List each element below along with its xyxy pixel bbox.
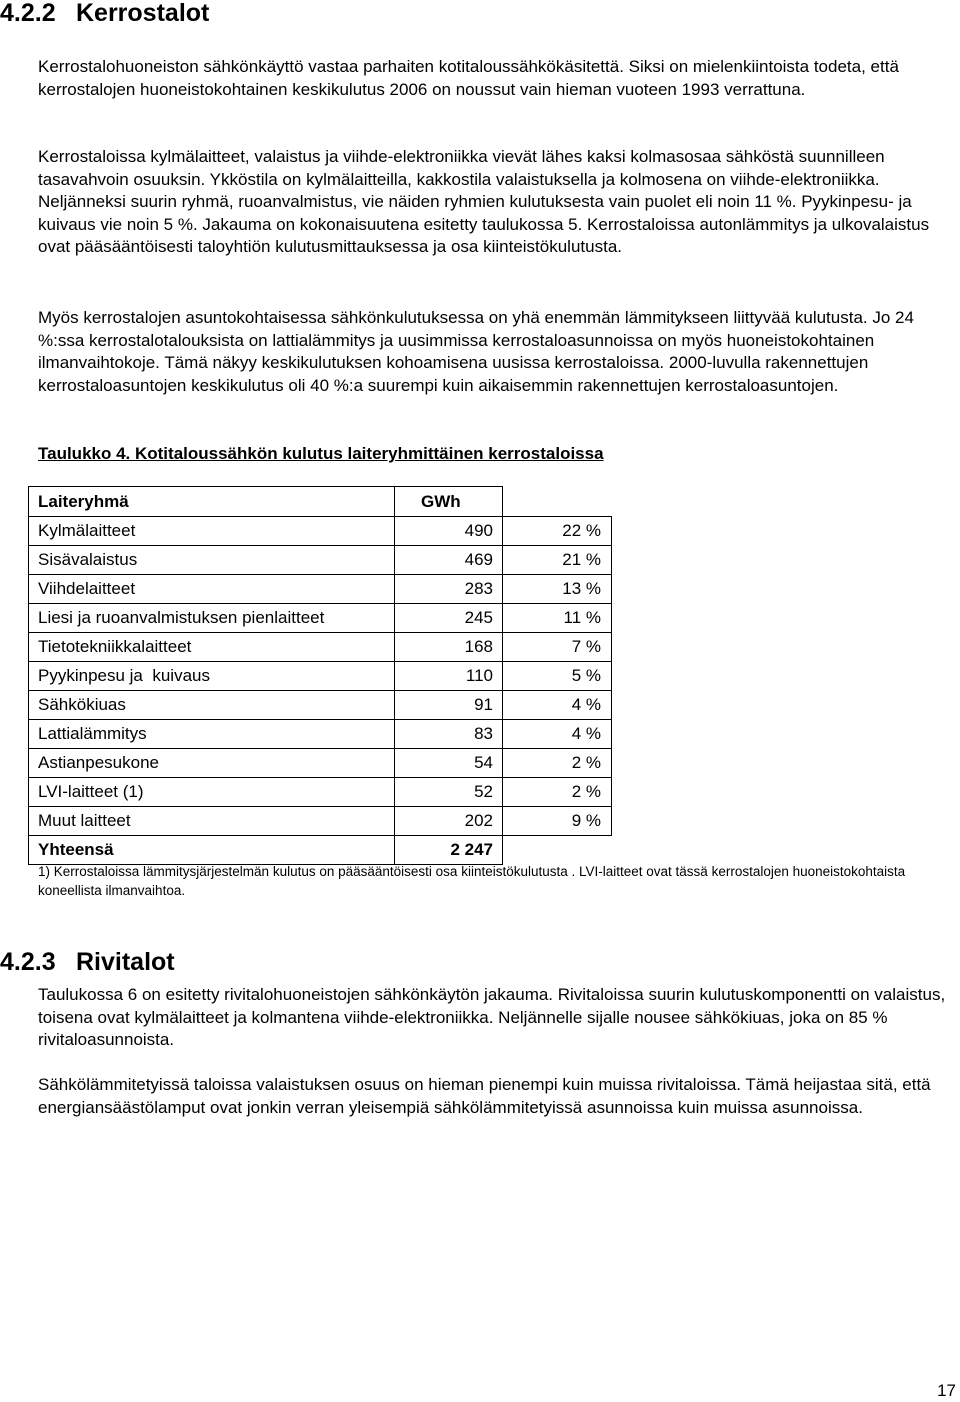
table-row [29,546,612,575]
table-row [29,807,612,836]
table-header-row [29,487,612,517]
table-row [29,633,612,662]
table-caption: Taulukko 4. Kotitaloussähkön kulutus laiteryhmittäinen kerrostaloissa [38,444,604,463]
device-group-cell: Tietotekniikkalaitteet [29,633,395,662]
device-group-cell: Liesi ja ruoanvalmistuksen pienlaitteet [29,604,395,633]
column-header-share [503,487,612,517]
table-row [29,604,612,633]
total-gwh-cell: 2 247 [395,836,503,865]
gwh-cell: 490 [395,517,503,546]
share-cell: 22 % [503,517,612,546]
share-cell: 5 % [503,662,612,691]
paragraph: Myös kerrostalojen asuntokohtaisessa sähkönkulutuksessa on yhä enemmän lämmitykseen liittyvää kulutusta. Jo 24 %:ssa kerrostalotalouksista on lattialämmitys ja uusimmissa kerrostaloasunnoissa on myös huoneistokohtainen ilmanvaihtokoje. Tämä näkyy keskikulutuksen kohoamisena uusissa kerrostaloissa. 2000-luvulla rakennettujen kerrostaloasuntojen keskikulutus oli 40 %:a suurempi kuin aikaisemmin rakennettujen kerrostaloasuntojen. [38,308,914,395]
share-cell: 13 % [503,575,612,604]
gwh-cell: 245 [395,604,503,633]
section-title: Rivitalot [76,948,175,976]
consumption-table [28,486,612,865]
table-row [29,662,612,691]
table-footnote: 1) Kerrostaloissa lämmitysjärjestelmän kulutus on pääsääntöisesti osa kiinteistökulutusta . LVI-laitteet ovat tässä kerrostalojen huoneistokohtaista koneellista ilmanvaihtoa. [38,864,906,898]
paragraph: Kerrostaloissa kylmälaitteet, valaistus ja viihde-elektroniikka vievät lähes kaksi kolmasosaa sähköstä suunnilleen tasavahvoin osuuksin. Ykköstila on kylmälaitteilla, kakkostila valaistuksella ja kolmosena on viihde-elektroniikka. Neljänneksi suurin ryhmä, ruoanvalmistus, vie näiden ryhmien kulutuksesta vain puolet eli noin 11 %. Pyykinpesu- ja kuivaus vie noin 5 %. Jakauma on kokonaisuutena esitetty taulukossa 5. Kerrostaloissa autonlämmitys ja ulkovalaistus ovat pääsääntöisesti taloyhtiön kulutusmittauksessa ja osa kiinteistökulutusta. [38,147,930,256]
gwh-cell: 469 [395,546,503,575]
gwh-cell: 52 [395,778,503,807]
section-title: Kerrostalot [76,0,210,27]
table-total-row [29,836,612,865]
page-number: 17 [937,1381,956,1400]
gwh-cell: 83 [395,720,503,749]
device-group-cell: Sähkökiuas [29,691,395,720]
table-row [29,778,612,807]
device-group-cell: Sisävalaistus [29,546,395,575]
table-row [29,749,612,778]
total-share-cell [503,836,612,865]
paragraph: Kerrostalohuoneiston sähkönkäyttö vastaa parhaiten kotitaloussähkökäsitettä. Siksi on mielenkiintoista todeta, että kerrostalojen huoneistokohtainen keskikulutus 2006 on noussut vain hieman vuoteen 1993 verrattuna. [38,57,899,99]
paragraph: Taulukossa 6 on esitetty rivitalohuoneistojen sähkönkäytön jakauma. Rivitaloissa suurin kulutuskomponentti on valaistus, toisena ovat kylmälaitteet ja kolmantena viihde-elektroniikka. Neljännelle sijalle nousee sähkökiuas, joka on 85 % rivitaloasunnoista. [38,985,946,1049]
table-row [29,720,612,749]
gwh-cell: 54 [395,749,503,778]
device-group-cell: Kylmälaitteet [29,517,395,546]
paragraph: Sähkölämmitetyissä taloissa valaistuksen osuus on hieman pienempi kuin muissa rivitaloissa. Tämä heijastaa sitä, että energiansäästölamput ovat jonkin verran yleisempiä sähkölämmitetyissä asunnoissa kuin muissa asunnoissa. [38,1075,931,1117]
device-group-cell: Lattialämmitys [29,720,395,749]
share-cell: 7 % [503,633,612,662]
gwh-cell: 202 [395,807,503,836]
table-row [29,691,612,720]
share-cell: 2 % [503,778,612,807]
section-number: 4.2.3 [0,948,56,976]
table-row [29,517,612,546]
column-header-device-group: Laiteryhmä [29,487,395,517]
device-group-cell: LVI-laitteet (1) [29,778,395,807]
share-cell: 21 % [503,546,612,575]
share-cell: 2 % [503,749,612,778]
gwh-cell: 283 [395,575,503,604]
section-heading-rivitalot [0,948,175,976]
share-cell: 9 % [503,807,612,836]
device-group-cell: Viihdelaitteet [29,575,395,604]
share-cell: 11 % [503,604,612,633]
share-cell: 4 % [503,720,612,749]
share-cell: 4 % [503,691,612,720]
gwh-cell: 110 [395,662,503,691]
gwh-cell: 91 [395,691,503,720]
device-group-cell: Muut laitteet [29,807,395,836]
table-row [29,575,612,604]
column-header-gwh: GWh [395,487,503,517]
section-heading-kerrostalot [0,0,209,27]
gwh-cell: 168 [395,633,503,662]
section-number: 4.2.2 [0,0,56,27]
device-group-cell: Astianpesukone [29,749,395,778]
device-group-cell: Pyykinpesu ja kuivaus [29,662,395,691]
total-label-cell: Yhteensä [29,836,395,865]
